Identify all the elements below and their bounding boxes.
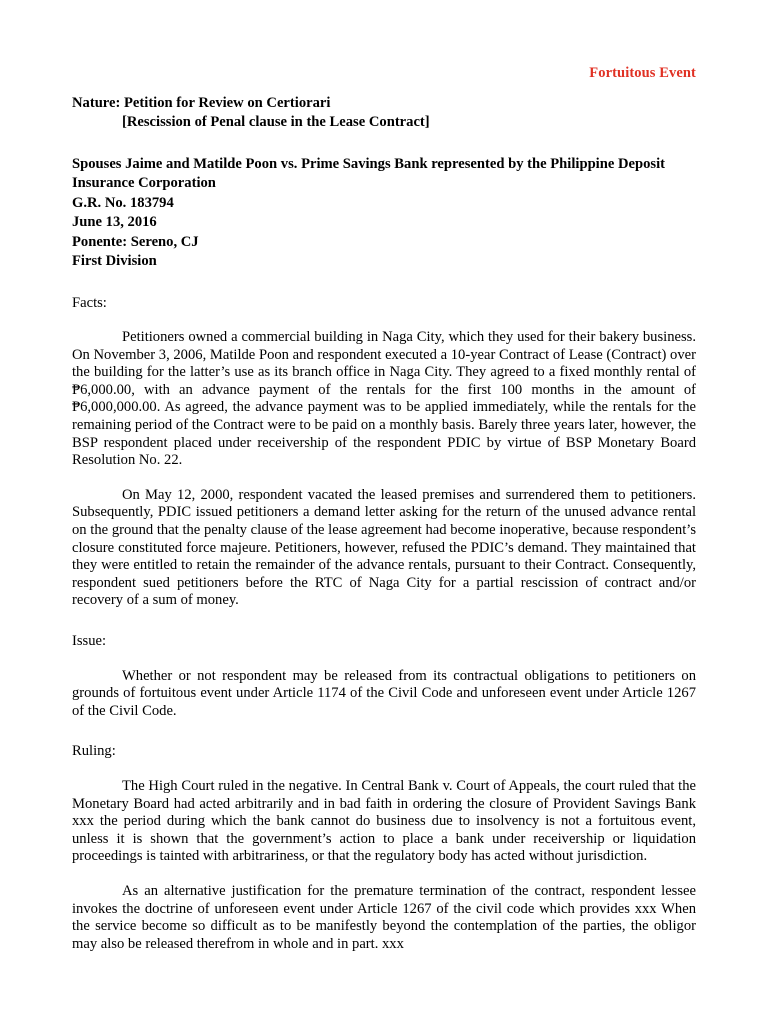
facts-paragraph-1: Petitioners owned a commercial building in Naga City, which they used for their bakery business. On November 3, 2006, Matilde Poon and respondent executed a 10-year Contract of Lease (Contract) over the building for the latter’s use as its branch office in Naga City. They agreed to a fixed monthly rental of ₱6,000.00, with an advance payment of the rentals for the first 100 months in the amount of ₱6,000,000.00. As agreed, the advance payment was to be applied immediately, while the rentals for the remaining period of the Contract were to be paid on a monthly basis. Barely three years later, however, the BSP respondent placed under receivership of the respondent PDIC by virtue of BSP Monetary Board Resolution No. 22. <box>72 329 696 469</box>
section-label-issue: Issue: <box>72 633 107 649</box>
case-ponente: Ponente: Sereno, CJ <box>72 233 199 250</box>
case-parties: Spouses Jaime and Matilde Poon vs. Prime Savings Bank represented by the Philippine Deposit Insurance Corporation <box>72 155 665 191</box>
section-label-facts: Facts: <box>72 294 107 311</box>
nature-block <box>72 94 696 132</box>
issue-paragraph-1: Whether or not respondent may be released from its contractual obligations to petitioners on grounds of fortuitous event under Article 1174 of the Civil Code and unforeseen event under Article 1267 of the Civil Code. <box>72 667 696 719</box>
nature-line-primary: Nature: Petition for Review on Certiorari <box>72 94 331 111</box>
nature-line-bracketed: [Rescission of Penal clause in the Lease Contract] <box>122 113 430 130</box>
document-content <box>72 0 696 968</box>
case-caption-block <box>72 155 696 272</box>
section-label-ruling: Ruling: <box>72 743 116 760</box>
ruling-paragraph-2: As an alternative justification for the premature termination of the contract, respondent lessee invokes the doctrine of unforeseen event under Article 1267 of the civil code which provides xxx When the service become so difficult as to be manifestly beyond the contemplation of the parties, the obligor may also be released therefrom in whole and in part. xxx <box>72 882 696 952</box>
case-gr-number: G.R. No. 183794 <box>72 194 174 211</box>
case-date: June 13, 2016 <box>72 214 157 230</box>
facts-paragraph-2: On May 12, 2000, respondent vacated the leased premises and surrendered them to petitioners. Subsequently, PDIC issued petitioners a demand letter asking for the return of the unused advance rental on the ground that the penalty clause of the lease agreement had become inoperative, because respondent’s closure constituted force majeure. Petitioners, however, refused the PDIC’s demand. They maintained that they were entitled to retain the remainder of the advance rentals, pursuant to their Contract. Consequently, respondent sued petitioners before the RTC of Naga City for a partial rescission of contract and/or recovery of a sum of money. <box>72 486 696 609</box>
running-header: Fortuitous Event <box>589 65 696 81</box>
ruling-paragraph-1: The High Court ruled in the negative. In Central Bank v. Court of Appeals, the court ruled that the Monetary Board had acted arbitrarily and in bad faith in ordering the closure of Provident Savings Bank xxx the period during which the bank cannot do business due to insolvency is not a fortuitous event, unless it is shown that the government’s action to place a bank under receivership or liquidation proceedings is tainted with arbitrariness, or that the regulatory body has acted without jurisdiction. <box>72 777 696 865</box>
case-division: First Division <box>72 253 157 269</box>
